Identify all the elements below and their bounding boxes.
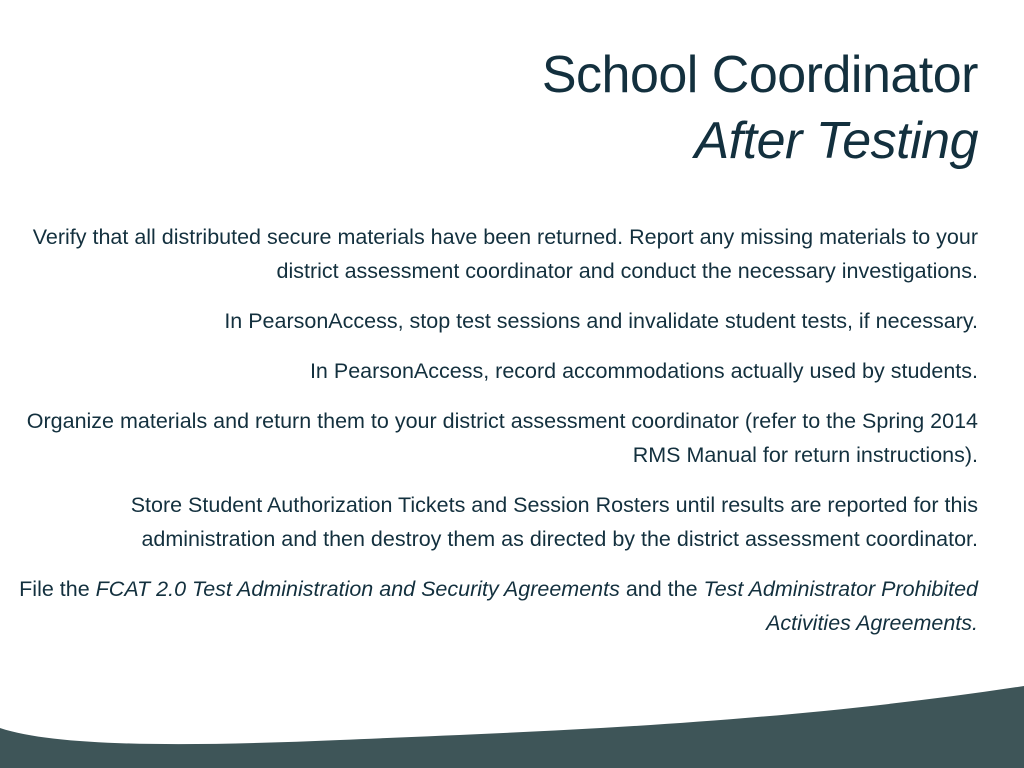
agreement-title-1: FCAT 2.0 Test Administration and Security Agreements [95, 577, 620, 601]
paragraph-organize-materials: Organize materials and return them to your district assessment coordinator (refer to the Spring 2014 RMS Manual for return instructions). [26, 409, 978, 467]
bottom-wave-decoration [0, 628, 1024, 768]
slide-title: School Coordinator [541, 46, 978, 104]
file-prefix-text: File the [19, 577, 96, 601]
paragraph-record-accommodations: In PearsonAccess, record accommodations actually used by students. [309, 359, 978, 383]
agreement-title-2: Test Administrator Prohibited Activities Agreements [703, 577, 978, 635]
file-suffix-text: . [972, 611, 978, 635]
file-middle-text: and the [619, 577, 704, 601]
paragraph-stop-sessions: In PearsonAccess, stop test sessions and invalidate student tests, if necessary. [224, 309, 978, 333]
slide-body [18, 220, 978, 656]
paragraph-verify-materials: Verify that all distributed secure materials have been returned. Report any missing materials to your district assessment coordinator and conduct the necessary investigations. [32, 225, 978, 283]
wave-shape [0, 686, 1024, 768]
paragraph-store-tickets: Store Student Authorization Tickets and Session Rosters until results are reported for this administration and then destroy them as directed by the district assessment coordinator. [130, 493, 978, 551]
title-block [542, 40, 978, 172]
slide-subtitle: After Testing [694, 112, 978, 170]
